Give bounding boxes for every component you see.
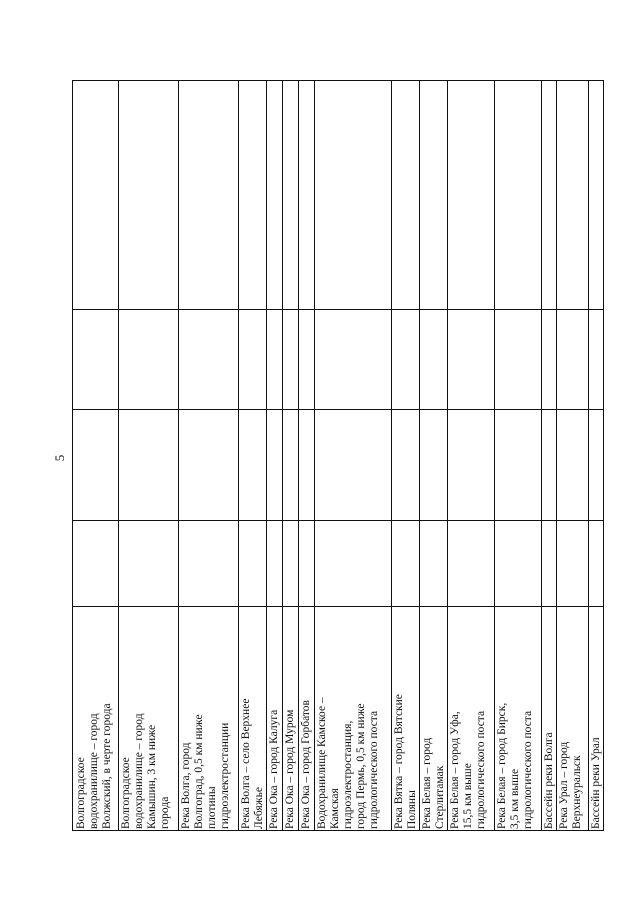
row-label-line: Бассейн реки Урал: [590, 737, 602, 829]
row-label-line: Волгоград, 0,5 км ниже: [193, 714, 205, 829]
row-label-line: Водохранилище Камское –: [316, 697, 328, 829]
row-label-line: Река Белая – город Бирск,: [496, 702, 508, 829]
row-label-line: водохранилище – город: [88, 713, 100, 829]
row-label-line: Бассейн реки Волга: [543, 732, 555, 829]
row-label-line: гидроэлектростанции: [219, 722, 231, 829]
page-number: 5: [52, 454, 67, 462]
row-label-line: гидрологического поста: [368, 710, 380, 829]
row-label-line: 15,5 км выше: [462, 763, 474, 829]
row-label-line: Волгоградское: [75, 757, 87, 829]
row-label-line: Лебяжье: [253, 787, 265, 829]
column-divider: [73, 409, 603, 410]
row-label-line: Волгоградское: [120, 757, 132, 829]
row-label-line: города: [159, 796, 171, 829]
name-column: [73, 606, 605, 832]
column-divider: [73, 520, 603, 521]
row-label-line: Поляны: [406, 790, 418, 829]
row-label-line: Верхнеуральск: [571, 755, 583, 829]
row-label-line: гидроэлектростанция,: [342, 720, 354, 829]
row-label-line: Река Ока – город Горбатов: [300, 700, 312, 829]
row-label-line: Река Волга – село Верхнее: [240, 698, 252, 829]
row-label-line: Река Волга, город: [180, 742, 192, 829]
row-label-line: гидрологического поста: [522, 710, 534, 829]
row-label-line: Река Белая – город Уфа,: [449, 711, 461, 829]
row-label-line: 3,5 км выше: [509, 768, 521, 829]
row-label-line: город Пермь, 0,5 км ниже: [355, 703, 367, 829]
table: [72, 80, 604, 831]
row-label-line: Река Ока – город Калуга: [268, 709, 280, 829]
row-label-line: водохранилище – город: [133, 713, 145, 829]
row-label-line: плотины: [206, 786, 218, 829]
row-label-line: Река Ока – город Муром: [284, 709, 296, 829]
row-label-line: Волжский, в черте города: [101, 703, 113, 829]
row-label-line: Камышин, 3 км ниже: [146, 724, 158, 829]
row-label-line: Камская: [329, 788, 341, 829]
column-divider: [73, 309, 603, 310]
row-label-line: Река Вятка – город Вятские: [393, 694, 405, 829]
row-label-line: Стерлитамак: [434, 765, 446, 829]
row-label-line: Река Урал – город: [558, 741, 570, 829]
row-label-line: Река Белая – город: [421, 737, 433, 829]
row-label-line: гидрологического поста: [475, 710, 487, 829]
